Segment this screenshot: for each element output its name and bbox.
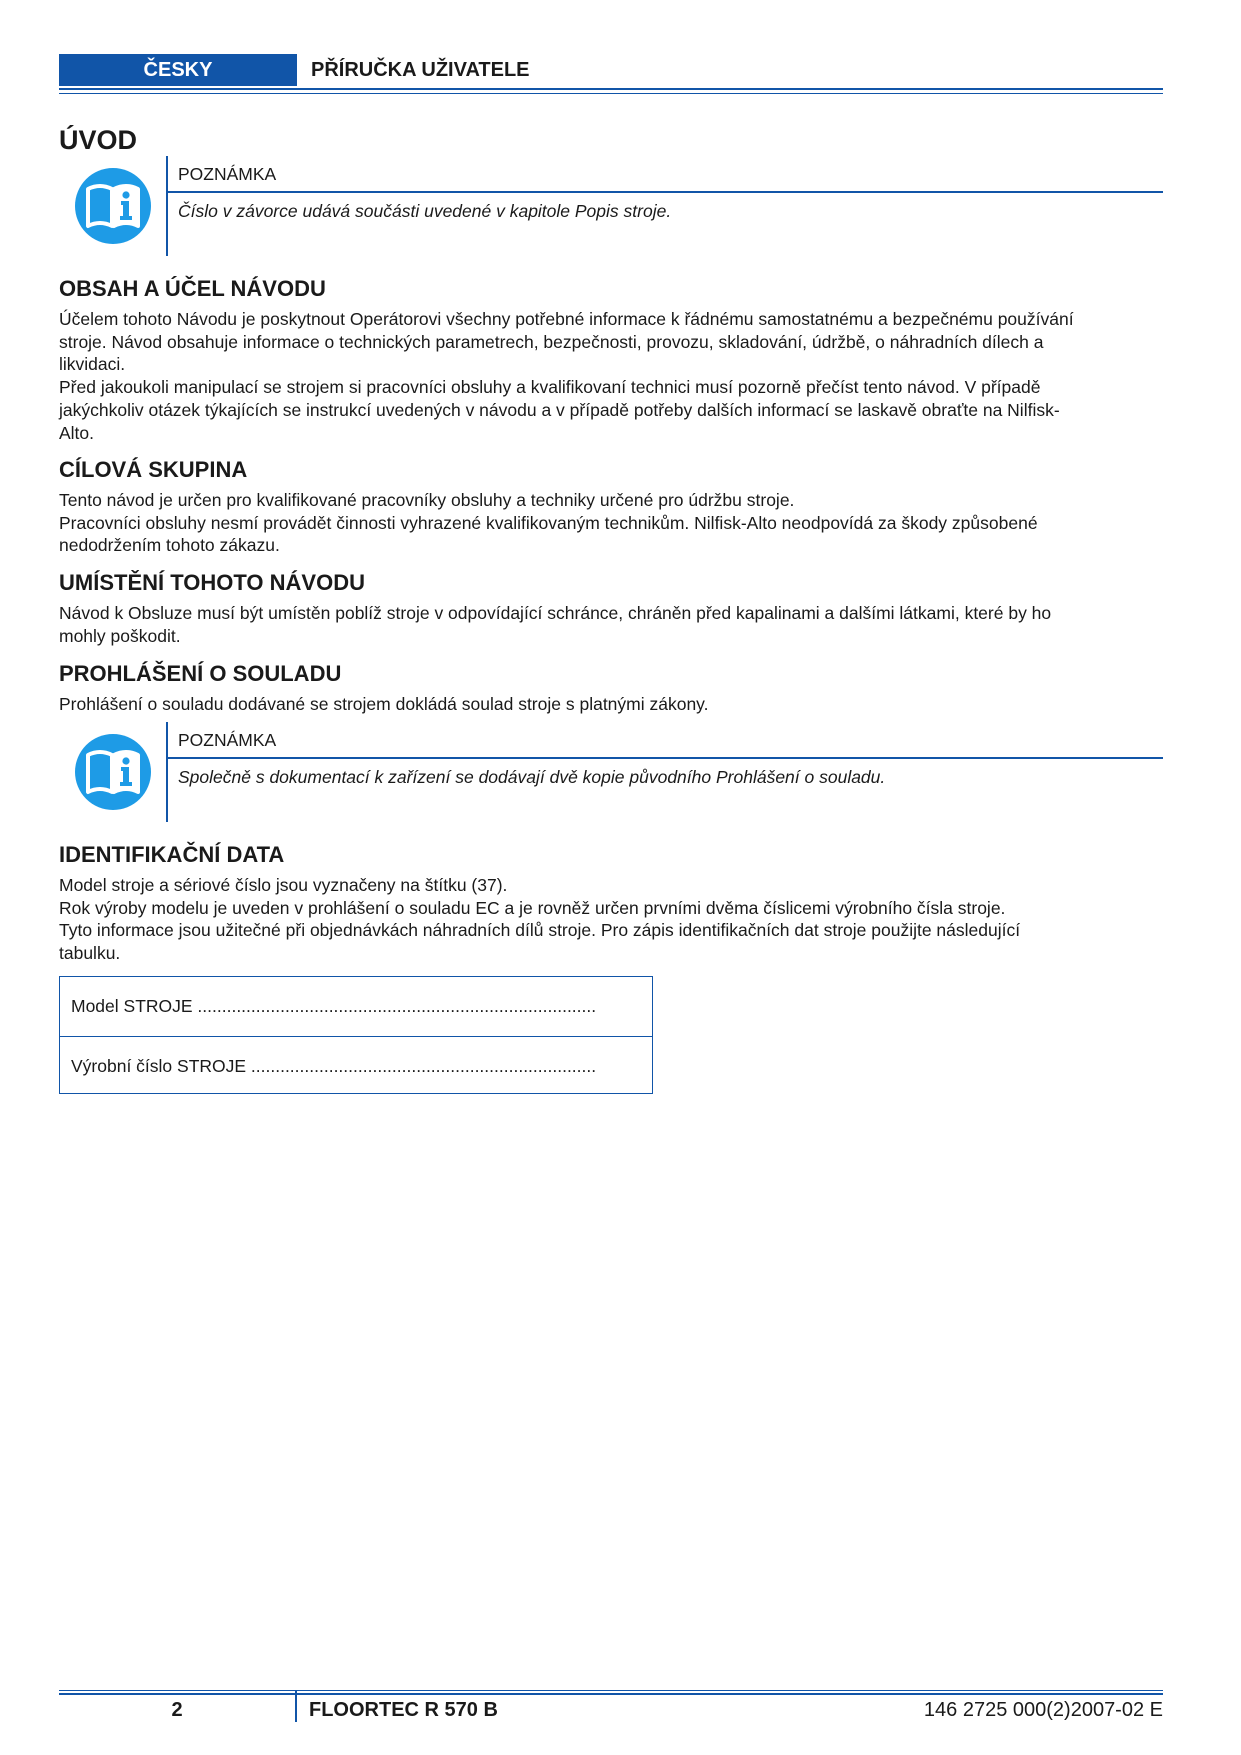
text-line: Před jakoukoli manipulací se strojem si pracovníci obsluhy a kvalifikovaní technici musí pozorně přečíst tento návod. V případě: [59, 377, 1041, 398]
page-header: [59, 54, 1163, 94]
header-title: PŘÍRUČKA UŽIVATELE: [311, 59, 530, 81]
page-footer: [59, 1690, 1163, 1730]
note-label: POZNÁMKA: [178, 730, 277, 750]
text-line: jakýchkoliv otázek týkajících se instrukcí uvedených v návodu a v případě potřeby dalších informací se laskavě obraťte na Nilfisk-: [59, 399, 1060, 420]
header-rule: [59, 88, 1163, 90]
header-rule-thin: [59, 93, 1163, 94]
note-divider: [166, 722, 168, 822]
text-line: nedodržením tohoto zákazu.: [59, 535, 280, 556]
text-line: Model stroje a sériové číslo jsou vyznačeny na štítku (37).: [59, 875, 508, 895]
text-line: Účelem tohoto Návodu je poskytnout Operátorovi všechny potřebné informace k řádnému samostatnému a bezpečnému používání: [59, 309, 1074, 329]
info-manual-icon: [75, 734, 151, 810]
target-heading: CÍLOVÁ SKUPINA: [59, 457, 248, 482]
note-divider: [166, 156, 168, 256]
note-rule: [168, 191, 1163, 193]
identification-heading: IDENTIFIKAČNÍ DATA: [59, 842, 285, 867]
text-line: tabulku.: [59, 943, 121, 964]
text-line: Prohlášení o souladu dodávané se strojem dokládá soulad stroje s platnými zákony.: [59, 694, 709, 714]
table-row: [60, 1036, 652, 1096]
note-text: Číslo v závorce udává součásti uvedené v kapitole Popis stroje.: [178, 201, 672, 221]
footer-doc-code: 146 2725 000(2)2007-02 E: [923, 1699, 1163, 1721]
text-line: Tyto informace jsou užitečné při objednávkách náhradních dílů stroje. Pro zápis identifikačních dat stroje použijte následující: [59, 920, 1021, 941]
text-line: mohly poškodit.: [59, 625, 181, 646]
intro-note: [59, 156, 1163, 256]
location-paragraph: [59, 602, 1169, 647]
text-line: Rok výroby modelu je uveden v prohlášení o souladu EC a je rovněž určen prvními dvěma číslicemi výrobního čísla stroje.: [59, 897, 1006, 918]
text-line: Alto.: [59, 422, 95, 443]
conformity-heading: PROHLÁŠENÍ O SOULADU: [59, 661, 342, 686]
text-line: likvidaci.: [59, 354, 126, 375]
text-line: stroje. Návod obsahuje informace o technických parametrech, bezpečnosti, provozu, skladování, údržbě, o náhradních dílech a: [59, 331, 1044, 352]
footer-divider: [295, 1690, 297, 1722]
info-manual-icon: [75, 168, 151, 244]
text-line: Tento návod je určen pro kvalifikované pracovníky obsluhy a techniky určené pro údržbu stroje.: [59, 490, 795, 510]
conformity-note: [59, 722, 1163, 822]
identification-paragraph: [59, 874, 1169, 965]
target-paragraph: [59, 489, 1169, 557]
footer-rule-thin: [59, 1690, 1163, 1691]
intro-heading: ÚVOD: [59, 125, 138, 155]
conformity-paragraph: [59, 693, 1169, 716]
footer-model: FLOORTEC R 570 B: [309, 1699, 498, 1721]
machine-serial-field: Výrobní číslo STROJE .......................................................................: [71, 1056, 597, 1076]
header-language: ČESKY: [59, 54, 297, 86]
text-line: Pracovníci obsluhy nesmí provádět činnosti vyhrazené kvalifikovaným technikům. Nilfisk-Alto neodpovídá za škody způsobené: [59, 512, 1038, 533]
machine-model-field: Model STROJE ..................................................................................: [71, 996, 597, 1016]
purpose-paragraph: [59, 308, 1169, 444]
location-heading: UMÍSTĚNÍ TOHOTO NÁVODU: [59, 570, 365, 595]
note-text: Společně s dokumentací k zařízení se dodávají dvě kopie původního Prohlášení o souladu.: [178, 767, 886, 787]
text-line: Návod k Obsluze musí být umístěn poblíž stroje v odpovídající schránce, chráněn před kapalinami a dalšími látkami, které by ho: [59, 603, 1052, 623]
table-row: [60, 977, 652, 1036]
note-rule: [168, 757, 1163, 759]
purpose-heading: OBSAH A ÚČEL NÁVODU: [59, 276, 326, 301]
page-number: 2: [171, 1699, 183, 1721]
identification-table: [59, 976, 653, 1094]
note-label: POZNÁMKA: [178, 164, 277, 184]
footer-rule: [59, 1693, 1163, 1695]
